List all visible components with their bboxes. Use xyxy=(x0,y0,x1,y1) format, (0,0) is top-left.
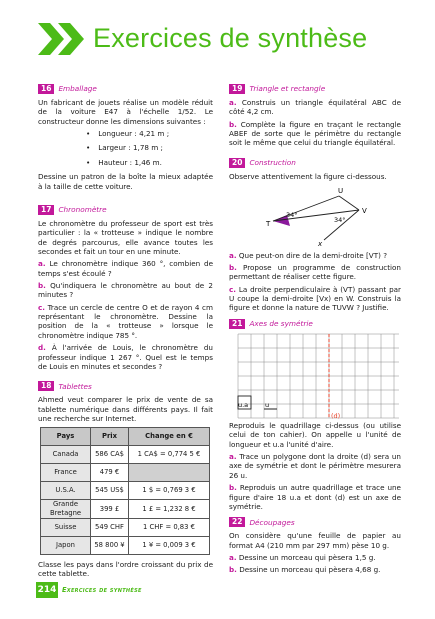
price-cell: 586 CA$ xyxy=(91,446,129,464)
price-cell: 399 £ xyxy=(91,500,129,519)
question-text: Propose un programme de construction permettant de réaliser cette figure. xyxy=(229,262,401,282)
exercise-number: 18 xyxy=(38,381,54,391)
exchange-cell: 1 ¥ = 0,009 3 € xyxy=(129,537,210,555)
segment-TU xyxy=(273,196,339,221)
question-text: Trace un cercle de centre O et de rayon 4 cm représentant le chronomètre. Dessine la position de la « trotteuse » lorsque le chronomètre indique 785 °. xyxy=(38,302,213,340)
price-cell: 549 CHF xyxy=(91,519,129,537)
point-label: T xyxy=(266,220,271,229)
question-label: b. xyxy=(229,483,237,493)
exercise-title: Construction xyxy=(249,158,296,168)
right-column xyxy=(229,80,401,578)
exchange-cell xyxy=(129,464,210,482)
exercise-22-header xyxy=(229,517,401,527)
question-text: Le chronomètre indique 360 °, combien de temps s'est écoulé ? xyxy=(38,259,213,278)
question-text: Reproduis un autre quadrillage et trace une figure d'aire 18 u.a et dont (d) est un axe de symétrie. xyxy=(229,483,401,511)
symmetry-grid xyxy=(229,333,401,419)
table-row xyxy=(41,537,210,555)
question-b xyxy=(229,483,401,511)
question-label: a. xyxy=(229,552,237,562)
question-label: c. xyxy=(38,302,45,312)
point-label: x xyxy=(318,240,323,249)
exchange-cell: 1 CHF = 0,83 € xyxy=(129,519,210,537)
unit-length-label: u xyxy=(265,400,270,409)
question-text: Que peut-on dire de la demi-droite [VT) ? xyxy=(238,250,388,260)
ray-Vx xyxy=(324,210,359,240)
question-a xyxy=(229,251,401,260)
double-chevron-icon xyxy=(38,23,88,55)
question-text: Complète la figure en traçant le rectangle ABEF de sorte que le périmètre du rectangle soit le même que celui du triangle équilatéral. xyxy=(229,119,401,148)
question-label: b. xyxy=(38,281,46,291)
question-text: Qu'indiquera le chronomètre au bout de 2 minutes ? xyxy=(38,281,213,300)
price-cell: 58 800 ¥ xyxy=(91,537,129,555)
exercise-20-header xyxy=(229,158,401,168)
exercise-22-intro: On considère qu'une feuille de papier au format A4 (210 mm par 297 mm) pèse 10 g. xyxy=(229,531,401,550)
exercise-17-intro: Le chronomètre du professeur de sport est très particulier : la « trotteuse » indique le nombre de degrés parcourus, elle avance toutes les secondes et fait un tour en une minute. xyxy=(38,218,213,256)
unit-area-label: u.a xyxy=(238,400,249,409)
exercise-16-intro: Un fabricant de jouets réalise un modèle réduit de la voiture E47 à l'échelle 1/52. Le constructeur donne les dimensions suivantes : xyxy=(38,98,213,126)
question-label: d. xyxy=(38,343,46,353)
column-header: Prix xyxy=(91,428,129,446)
question-a xyxy=(38,259,213,278)
page-footer xyxy=(36,582,142,598)
question-label: a. xyxy=(38,259,46,269)
angle-label: 34° xyxy=(334,216,346,225)
page-title: Exercices de synthèse xyxy=(93,23,368,54)
question-c xyxy=(229,285,401,313)
exercise-16-header xyxy=(38,84,213,94)
table-row xyxy=(41,519,210,537)
question-a xyxy=(229,553,401,562)
question-text: Dessine un morceau qui pèsera 4,68 g. xyxy=(239,565,381,575)
question-c xyxy=(38,303,213,340)
list-item: • Longueur : 4,21 m ; xyxy=(86,129,213,138)
question-label: c. xyxy=(229,284,236,294)
question-text: Construis un triangle équilatéral ABC de côté 4,2 cm. xyxy=(229,98,401,117)
table-row xyxy=(41,464,210,482)
question-text: La droite perpendiculaire à (VT) passant par U coupe la demi-droite [Vx) en W. Construis la figure et donne la nature de TUVW ? Justifie. xyxy=(229,284,401,313)
question-label: a. xyxy=(229,250,237,260)
question-b xyxy=(229,565,401,574)
point-label: U xyxy=(338,187,344,196)
question-label: b. xyxy=(229,262,237,272)
exercise-16-question: Dessine un patron de la boîte la mieux adaptée à la taille de cette voiture. xyxy=(38,172,213,191)
exchange-cell: 1 £ = 1,232 8 € xyxy=(129,500,210,519)
exercise-21-intro: Reproduis le quadrillage ci-dessus (ou utilise celui de ton cahier). On appelle u l'unité de longueur et u.a l'unité d'aire. xyxy=(229,421,401,449)
page-header xyxy=(38,22,367,56)
price-table xyxy=(40,427,210,555)
question-text: Dessine un morceau qui pèsera 1,5 g. xyxy=(238,552,376,562)
exercise-number: 21 xyxy=(229,319,245,329)
exercise-18-header xyxy=(38,381,213,391)
exercise-number: 20 xyxy=(229,158,245,168)
segment-UV xyxy=(339,196,359,210)
question-label: a. xyxy=(229,98,237,107)
left-column xyxy=(38,80,213,582)
dimensions-list xyxy=(86,129,213,167)
country-cell: Grande Bretagne xyxy=(41,500,91,519)
question-a xyxy=(229,452,401,480)
exercise-number: 17 xyxy=(38,205,54,215)
axis-label: (d) xyxy=(331,411,341,419)
question-b xyxy=(229,263,401,282)
exercise-title: Tablettes xyxy=(58,381,92,391)
country-cell: France xyxy=(41,464,91,482)
price-cell: 479 € xyxy=(91,464,129,482)
question-label: b. xyxy=(229,565,237,575)
question-text: À l'arrivée de Louis, le chronomètre du professeur indique 1 267 °. Quel est le temps de Louis en minutes et secondes ? xyxy=(38,343,213,371)
exercise-20-intro: Observe attentivement la figure ci-dessous. xyxy=(229,171,387,181)
question-text: Trace un polygone dont la droite (d) sera un axe de symétrie et dont le périmètre mesurera 26 u. xyxy=(229,452,401,480)
exchange-cell: 1 $ = 0,769 3 € xyxy=(129,482,210,500)
exercise-number: 22 xyxy=(229,517,245,527)
exercise-title: Emballage xyxy=(58,84,97,94)
construction-figure xyxy=(229,184,401,248)
column-header: Change en € xyxy=(129,428,210,446)
country-cell: U.S.A. xyxy=(41,482,91,500)
exercise-21-header xyxy=(229,319,401,329)
exercise-17-header xyxy=(38,205,213,215)
question-b xyxy=(229,120,401,148)
table-row xyxy=(41,500,210,519)
price-cell: 545 US$ xyxy=(91,482,129,500)
exercise-18-intro: Ahmed veut comparer le prix de vente de sa tablette numérique dans différents pays. Il fait une recherche sur Internet. xyxy=(38,395,213,423)
question-b xyxy=(38,281,213,300)
question-label: a. xyxy=(229,452,237,462)
question-label: b. xyxy=(229,119,237,129)
exercise-18-question: Classe les pays dans l'ordre croissant du prix de cette tablette. xyxy=(38,560,213,579)
exchange-cell: 1 CA$ = 0,774 5 € xyxy=(129,446,210,464)
exercise-number: 19 xyxy=(229,84,245,94)
footer-title: Exercices de synthèse xyxy=(62,585,142,594)
table-row xyxy=(41,482,210,500)
exercise-number: 16 xyxy=(38,84,54,94)
exercise-title: Triangle et rectangle xyxy=(249,84,326,94)
list-item: • Largeur : 1,78 m ; xyxy=(86,143,213,152)
exercise-title: Découpages xyxy=(249,517,295,527)
list-item: • Hauteur : 1,46 m. xyxy=(86,158,213,167)
country-cell: Suisse xyxy=(41,519,91,537)
point-label: V xyxy=(362,207,367,216)
exercise-title: Chronomètre xyxy=(58,205,107,215)
table-row xyxy=(41,446,210,464)
country-cell: Canada xyxy=(41,446,91,464)
exercise-19-header xyxy=(229,84,401,94)
page-number: 214 xyxy=(36,582,58,598)
column-header: Pays xyxy=(41,428,91,446)
question-d xyxy=(38,343,213,371)
exercise-title: Axes de symétrie xyxy=(249,318,313,328)
question-a xyxy=(229,98,401,117)
country-cell: Japon xyxy=(41,537,91,555)
angle-label: 34° xyxy=(286,211,298,220)
